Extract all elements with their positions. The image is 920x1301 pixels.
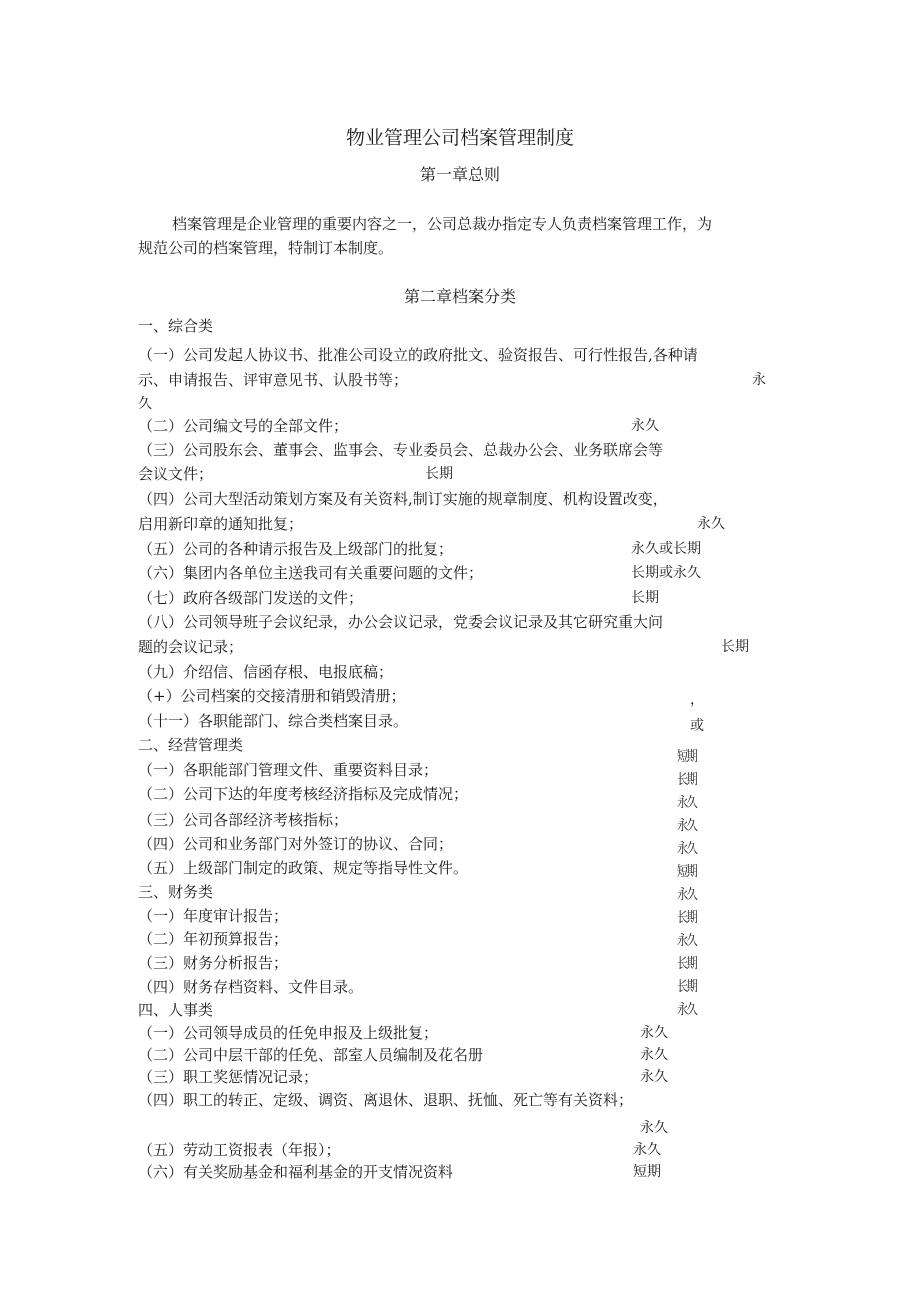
list-item: （一）各职能部门管理文件、重要资料目录； xyxy=(138,761,439,779)
list-item: （三）公司股东会、董事会、监事会、专业委员会、总裁办公会、业务联席会等 xyxy=(138,441,664,459)
retention-value: 永久 xyxy=(631,418,659,434)
chapter-1-heading: 第一章总则 xyxy=(419,165,500,184)
retention-value: 永久 xyxy=(640,1025,668,1041)
list-item: （三）公司各部经济考核指标； xyxy=(138,811,349,829)
intro-line-1: 档案管理是企业管理的重要内容之一，公司总裁办指定专人负责档案管理工作，为 xyxy=(172,215,713,233)
retention-value: 短期 xyxy=(677,749,697,765)
retention-column xyxy=(677,750,711,1026)
retention-value: ， xyxy=(690,692,704,708)
retention-value: 永久 xyxy=(633,1142,661,1158)
retention-value: 长期 xyxy=(677,910,697,926)
document-title: 物业管理公司档案管理制度 xyxy=(345,127,574,149)
list-item: （五）劳动工资报表（年报）； xyxy=(138,1141,341,1159)
list-item: （五）上级部门制定的政策、规定等指导性文件。 xyxy=(138,859,469,877)
list-item: （二）公司编文号的全部文件； xyxy=(138,417,349,435)
list-item: （四）财务存档资料、文件目录。 xyxy=(138,978,364,996)
list-item-cont: 题的会议记录； xyxy=(138,638,244,656)
section-heading: 三、财务类 xyxy=(138,883,214,901)
list-item: （六）有关奖励基金和福利基金的开支情况资料 xyxy=(138,1163,454,1181)
retention-value: 久 xyxy=(138,396,152,412)
list-item: （二）年初预算报告； xyxy=(138,930,289,948)
retention-value: 永久 xyxy=(677,1002,697,1018)
list-item-cont: 会议文件； xyxy=(138,465,214,483)
retention-value: 永久 xyxy=(677,795,697,811)
retention-value: 短期 xyxy=(677,864,697,880)
list-item: （五）公司的各种请示报告及上级部门的批复； xyxy=(138,540,454,558)
retention-value: 永久 xyxy=(677,887,697,903)
list-item: （三）职工奖惩情况记录； xyxy=(138,1068,319,1086)
retention-value: 或 xyxy=(690,718,704,734)
list-item: （一）年度审计报告； xyxy=(138,907,289,925)
retention-value: 永久 xyxy=(640,1047,668,1063)
retention-value: 长期 xyxy=(425,466,453,482)
section-heading: 二、经营管理类 xyxy=(138,736,244,754)
retention-value: 永久 xyxy=(677,841,697,857)
list-item: （+）公司档案的交接清册和销毁清册； xyxy=(138,687,406,705)
list-item: （三）财务分析报告； xyxy=(138,954,289,972)
retention-value: 永久或长期 xyxy=(631,541,701,557)
retention-value: 长期或永久 xyxy=(631,565,701,581)
retention-value: 永久 xyxy=(640,1069,668,1085)
list-item-cont: 启用新印章的通知批复； xyxy=(138,515,304,533)
list-item: （四）公司大型活动策划方案及有关资料,制订实施的规章制度、机构设置改变， xyxy=(138,490,668,508)
intro-line-2: 规范公司的档案管理，特制订本制度。 xyxy=(138,239,394,257)
list-item: （二）公司下达的年度考核经济指标及完成情况； xyxy=(138,785,469,803)
chapter-2-heading: 第二章档案分类 xyxy=(403,287,516,306)
retention-value: 永久 xyxy=(677,933,697,949)
retention-value: 长期 xyxy=(677,772,697,788)
list-item: （一）公司领导成员的任免申报及上级批复； xyxy=(138,1024,439,1042)
retention-value: 永 xyxy=(752,372,766,388)
list-item: （二）公司中层干部的任免、部室人员编制及花名册 xyxy=(138,1046,484,1064)
retention-value: 永久 xyxy=(697,516,725,532)
list-item: （四）职工的转正、定级、调资、离退休、退职、抚恤、死亡等有关资料； xyxy=(138,1091,634,1109)
retention-value: 永久 xyxy=(677,818,697,834)
list-item: （七）政府各级部门发送的文件； xyxy=(138,589,364,607)
list-item: （十一）各职能部门、综合类档案目录。 xyxy=(138,712,409,730)
retention-value: 短期 xyxy=(633,1164,661,1180)
list-item: （六）集团内各单位主送我司有关重要问题的文件； xyxy=(138,564,484,582)
retention-value: 长期 xyxy=(677,956,697,972)
retention-value: 长期 xyxy=(721,639,749,655)
section-heading: 一、综合类 xyxy=(138,317,214,335)
list-item: （四）公司和业务部门对外签订的协议、合同； xyxy=(138,835,454,853)
list-item-cont: 示、申请报告、评审意见书、认股书等； xyxy=(138,371,409,389)
list-item: （九）介绍信、信函存根、电报底稿； xyxy=(138,663,394,681)
retention-value: 永久 xyxy=(640,1120,668,1136)
list-item: （八）公司领导班子会议纪录，办公会议记录，党委会议记录及其它研究重大问 xyxy=(138,613,664,631)
retention-value: 长期 xyxy=(677,979,697,995)
retention-value: 长期 xyxy=(631,590,659,606)
section-heading: 四、人事类 xyxy=(138,1001,214,1019)
list-item: （一）公司发起人协议书、批准公司设立的政府批文、验资报告、可行性报告,各种请 xyxy=(138,346,698,364)
